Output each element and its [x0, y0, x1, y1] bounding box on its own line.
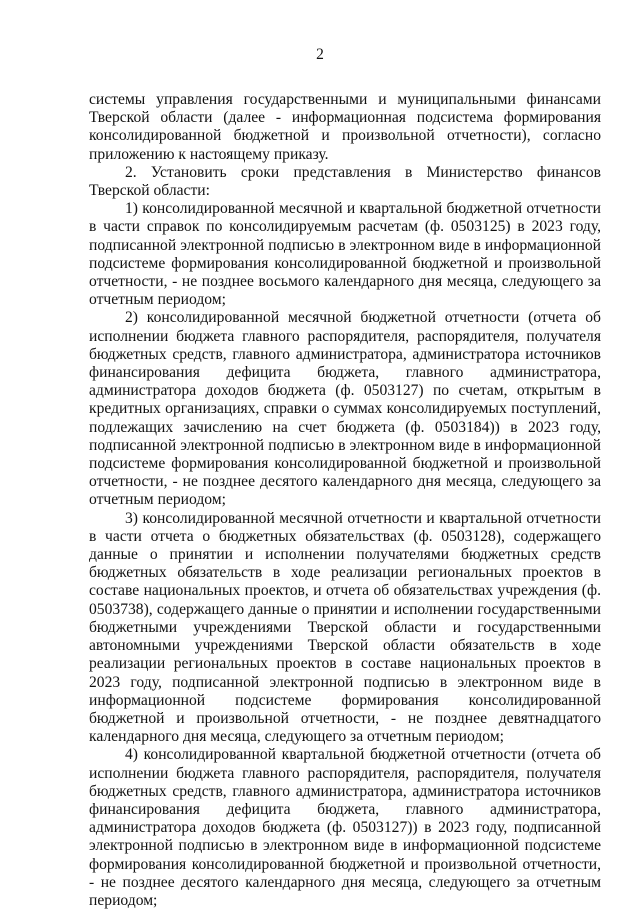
paragraph-subitem-2: 2) консолидированной месячной бюджетной отчетности (отчета об исполнении бюджета главного распорядителя, распорядителя, получателя бюджетных средств, главного администратора, администратора источников финансирования дефицита бюджета, главного администратора, администратора доходов бюджета (ф. 0503127) по счетам, открытым в кредитных организациях, справки о суммах консолидируемых поступлений, подлежащих зачислению на счет бюджета (ф. 0503184)) в 2023 году, подписанной электронной подписью в электронном виде в информационной подсистеме формирования консолидированной бюджетной и произвольной отчетности, - не позднее десятого календарного дня месяца, следующего за отчетным периодом;: [89, 309, 601, 509]
page-number: 2: [316, 46, 324, 63]
paragraph-item-2: 2. Установить сроки представления в Министерство финансов Тверской области:: [89, 163, 601, 200]
paragraph-subitem-3: 3) консолидированной месячной отчетности и квартальной отчетности в части отчета о бюджетных обязательствах (ф. 0503128), содержащего данные о принятии и исполнении получателями бюджетных средств бюджетных обязательств в ходе реализации региональных проектов в составе национальных проектов, и отчета об обязательствах учреждения (ф. 0503738), содержащего данные о принятии и исполнении государственными бюджетными учреждениями Тверской области и государственными автономными учреждениями Тверской области обязательств в ходе реализации региональных проектов в составе национальных проектов в 2023 году, подписанной электронной подписью в электронном виде в информационной подсистеме формирования консолидированной бюджетной и произвольной отчетности, - не позднее девятнадцатого календарного дня месяца, следующего за отчетным периодом;: [89, 509, 601, 746]
paragraph-subitem-4: 4) консолидированной квартальной бюджетной отчетности (отчета об исполнении бюджета главного распорядителя, распорядителя, получателя бюджетных средств, главного администратора, администратора источников финансирования дефицита бюджета, главного администратора, администратора доходов бюджета (ф. 0503127)) в 2023 году, подписанной электронной подписью в электронном виде в информационной подсистеме формирования консолидированной бюджетной и произвольной отчетности, - не позднее десятого календарного дня месяца, следующего за отчетным периодом;: [89, 746, 601, 909]
paragraph-intro-continuation: системы управления государственными и муниципальными финансами Тверской области (далее - информационная подсистема формирования консолидированной бюджетной и произвольной отчетности), согласно приложению к настоящему приказу.: [89, 91, 601, 163]
document-body: [89, 91, 601, 910]
paragraph-subitem-1: 1) консолидированной месячной и квартальной бюджетной отчетности в части справок по консолидируемым расчетам (ф. 0503125) в 2023 году, подписанной электронной подписью в электронном виде в информационной подсистеме формирования консолидированной бюджетной и произвольной отчетности, - не позднее восьмого календарного дня месяца, следующего за отчетным периодом;: [89, 200, 601, 309]
